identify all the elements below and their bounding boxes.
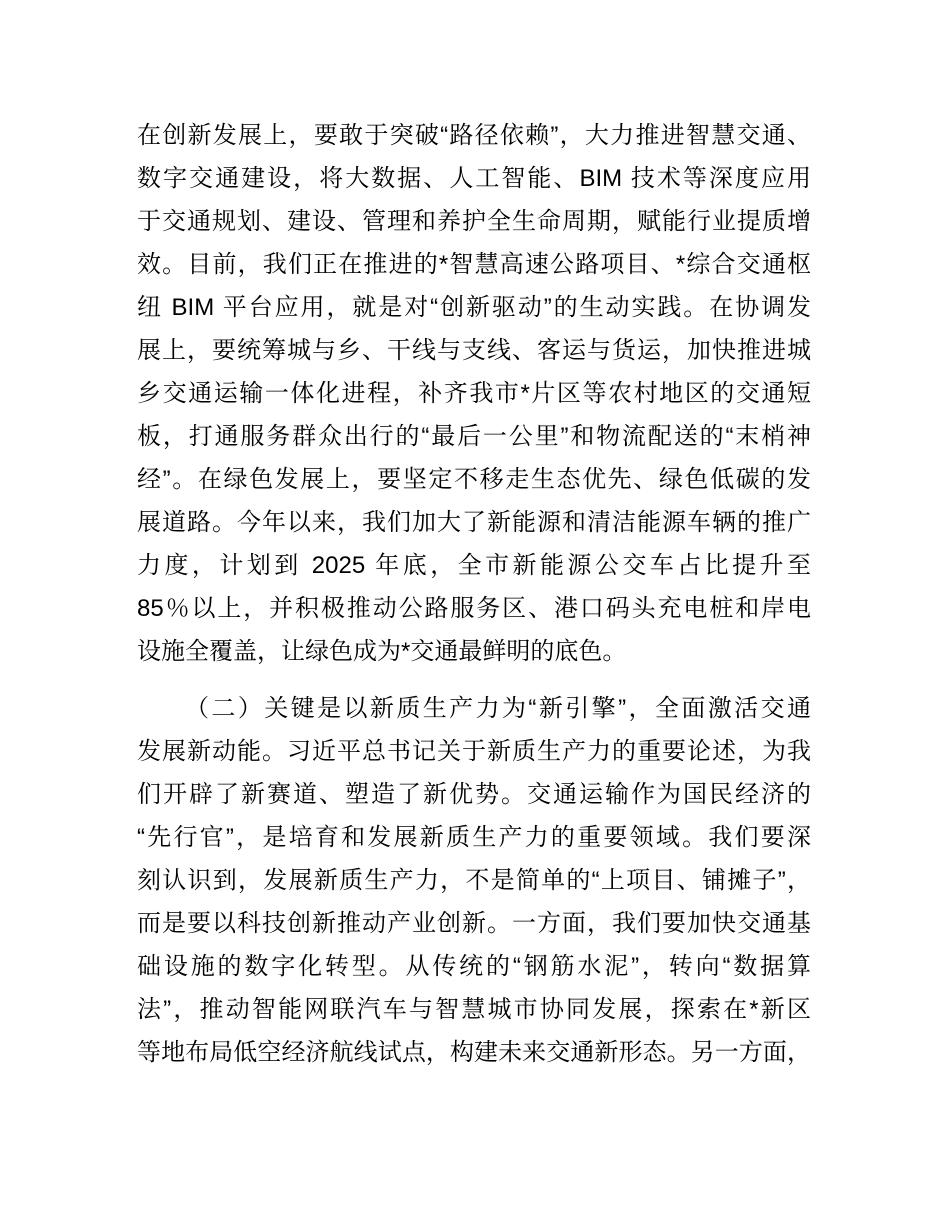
text-line: （二）关键是以新质生产力为“新引擎”，全面激活交通 [185,695,811,722]
text-line: 展上，要统筹城与乡、干线与支线、客运与货运，加快推进城 [137,337,811,364]
text-line: 板，打通服务群众出行的“最后一公里”和物流配送的“末梢神 [137,423,811,450]
text-line: 经”。在绿色发展上，要坚定不移走生态优先、绿色低碳的发 [137,466,811,493]
text-line: 纽 BIM 平台应用，就是对“创新驱动”的生动实践。在协调发 [137,294,811,321]
text-line: 力度，计划到 2025 年底，全市新能源公交车占比提升至 [137,552,811,579]
text-line: 设施全覆盖，让绿色成为*交通最鲜明的底色。 [137,638,627,665]
text-line: “先行官”，是培育和发展新质生产力的重要领域。我们要深 [137,824,811,851]
text-line: 展道路。今年以来，我们加大了新能源和清洁能源车辆的推广 [137,509,811,536]
paragraph [137,114,811,673]
text-line: 数字交通建设，将大数据、人工智能、BIM 技术等深度应用 [137,165,811,192]
paragraph [137,687,811,1074]
text-line: 刻认识到，发展新质生产力，不是简单的“上项目、铺摊子”， [137,867,811,894]
text-line: 而是要以科技创新推动产业创新。一方面，我们要加快交通基 [137,910,811,937]
text-line: 法”，推动智能网联汽车与智慧城市协同发展，探索在*新区 [137,996,811,1023]
document-text [137,114,811,1074]
text-line: 于交通规划、建设、管理和养护全生命周期，赋能行业提质增 [137,208,811,235]
text-line: 们开辟了新赛道、塑造了新优势。交通运输作为国民经济的 [137,781,811,808]
text-line: 85％以上，并积极推动公路服务区、港口码头充电桩和岸电 [137,595,811,622]
text-line: 等地布局低空经济航线试点，构建未来交通新形态。另一方面， [137,1039,811,1066]
text-line: 在创新发展上，要敢于突破“路径依赖”，大力推进智慧交通、 [137,122,811,149]
text-line: 乡交通运输一体化进程，补齐我市*片区等农村地区的交通短 [137,380,811,407]
text-line: 发展新动能。习近平总书记关于新质生产力的重要论述，为我 [137,738,811,765]
text-line: 础设施的数字化转型。从传统的“钢筋水泥”，转向“数据算 [137,953,811,980]
text-line: 效。目前，我们正在推进的*智慧高速公路项目、*综合交通枢 [137,251,811,278]
